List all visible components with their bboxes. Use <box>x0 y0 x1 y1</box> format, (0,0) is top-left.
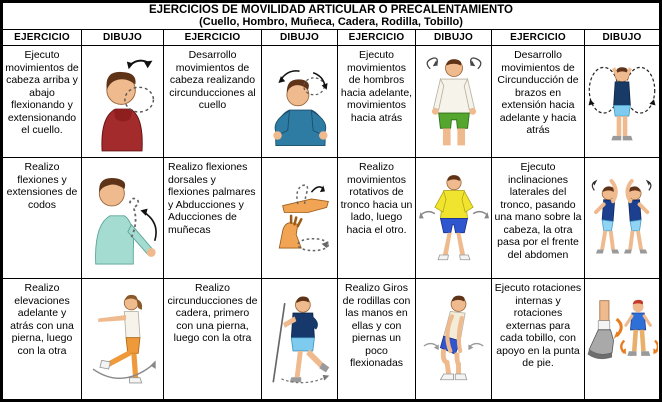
drawing-cell <box>262 158 337 278</box>
exercise-text-cell: Realizo flexiones y extensiones de codos <box>3 158 81 278</box>
page-subtitle: (Cuello, Hombro, Muñeca, Cadera, Rodilla, Tobillo) <box>199 16 463 28</box>
drawing-cell <box>262 46 337 157</box>
drawing-cell <box>82 158 163 278</box>
hip-circumduction-drawing <box>265 284 335 394</box>
neck-circumduction-drawing <box>264 52 336 152</box>
shoulder-rolls-drawing <box>420 50 488 154</box>
exercise-text-cell: Ejecuto rotaciones internas y rotaciones externas para cada tobillo, con apoyo en la punta de pie. <box>492 279 584 399</box>
column-header-ejercicio-2: EJERCICIO <box>164 30 261 45</box>
drawing-cell <box>585 279 659 399</box>
column-header-ejercicio-1: EJERCICIO <box>3 30 81 45</box>
drawing-cell <box>585 46 659 157</box>
exercise-text-cell: Realizo movimientos rotativos de tronco hacia un lado, luego hacia el otro. <box>338 158 415 278</box>
wrist-movements-drawing <box>264 169 336 267</box>
exercise-table <box>3 30 659 399</box>
exercise-text-cell: Ejecuto inclinaciones laterales del tronco, pasando una mano sobre la cabeza, la otra pasa por el frente del abdomen <box>492 158 584 278</box>
lateral-trunk-bend-drawing <box>585 165 659 271</box>
exercise-text-cell: Ejecuto movimientos de hombros hacia adelante, movimientos hacia atrás <box>338 46 415 157</box>
ankle-rotation-drawing <box>586 287 658 391</box>
knee-circles-drawing <box>419 284 489 394</box>
column-header-dibujo-1: DIBUJO <box>82 30 163 45</box>
column-header-dibujo-4: DIBUJO <box>585 30 659 45</box>
exercise-text-cell: Realizo Giros de rodillas con las manos en ellas y con piernas un poco flexionadas <box>338 279 415 399</box>
column-header-ejercicio-4: EJERCICIO <box>492 30 584 45</box>
arm-circumduction-drawing <box>587 49 657 155</box>
drawing-cell <box>82 46 163 157</box>
exercise-text-cell: Desarrollo movimientos de cabeza realizando circunducciones al cuello <box>164 46 261 157</box>
column-header-dibujo-3: DIBUJO <box>416 30 491 45</box>
drawing-cell <box>416 46 491 157</box>
drawing-cell <box>262 279 337 399</box>
leg-swing-drawing <box>86 284 160 394</box>
exercise-text-cell: Realizo circunducciones de cadera, primero con una pierna, luego con la otra <box>164 279 261 399</box>
elbow-flexion-extension-drawing <box>85 168 161 268</box>
exercise-text-cell: Desarrollo movimientos de Circunducción de brazos en extensión hacia adelante y hacia atrás <box>492 46 584 157</box>
table-title-block <box>3 3 659 30</box>
drawing-cell <box>82 279 163 399</box>
drawing-cell <box>585 158 659 278</box>
column-header-dibujo-2: DIBUJO <box>262 30 337 45</box>
exercise-text-cell: Realizo flexiones dorsales y flexiones palmares y Abducciones y Aducciones de muñecas <box>164 158 261 278</box>
column-header-ejercicio-3: EJERCICIO <box>338 30 415 45</box>
head-flexion-extension-drawing <box>85 51 161 153</box>
page-title: EJERCICIOS DE MOVILIDAD ARTICULAR O PRECALENTAMIENTO <box>149 4 513 16</box>
exercise-text-cell: Ejecuto movimientos de cabeza arriba y abajo flexionando y extensionando el cuello. <box>3 46 81 157</box>
drawing-cell <box>416 279 491 399</box>
trunk-rotation-drawing <box>419 164 489 272</box>
drawing-cell <box>416 158 491 278</box>
exercise-text-cell: Realizo elevaciones adelante y atrás con una pierna, luego con la otra <box>3 279 81 399</box>
